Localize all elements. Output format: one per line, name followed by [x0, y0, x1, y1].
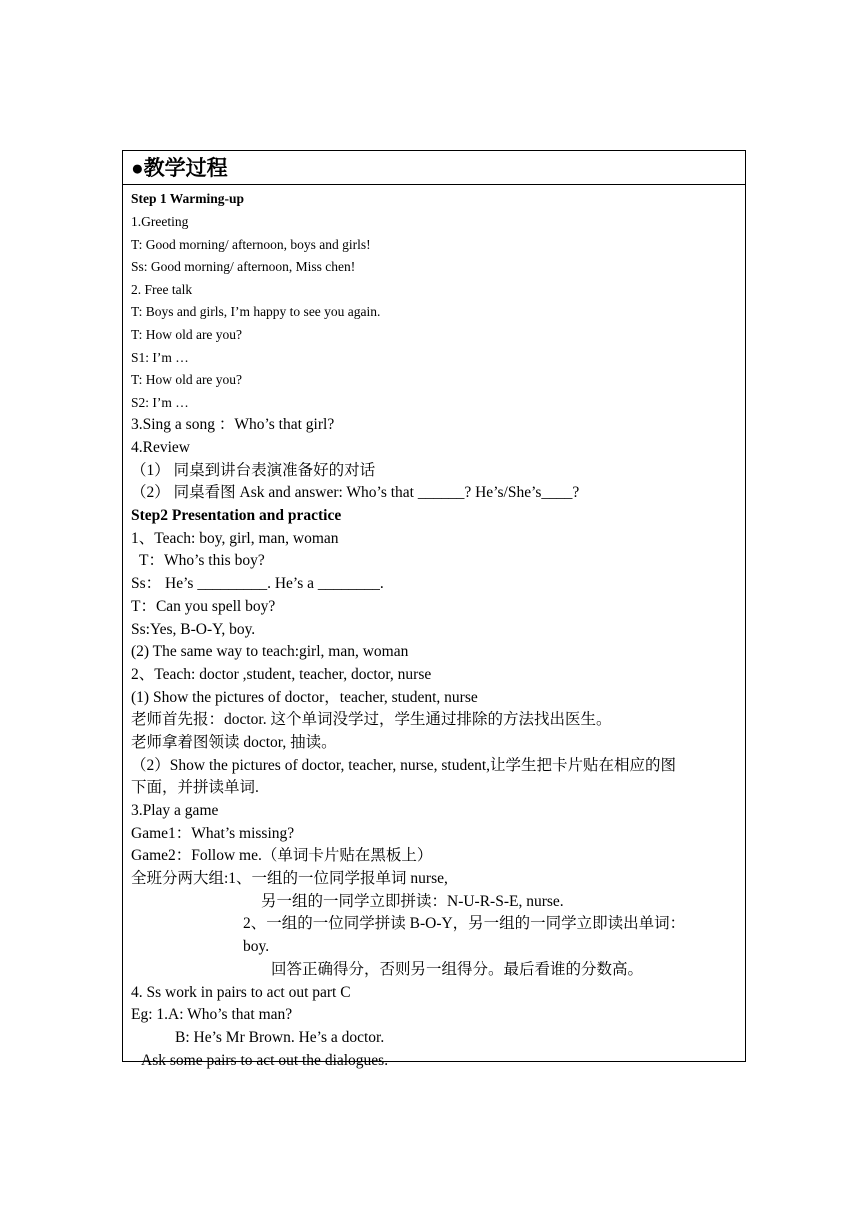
- lesson-content: [123, 185, 745, 1072]
- text-line: 1、Teach: boy, girl, man, woman: [131, 529, 339, 547]
- text-line: （2）Show the pictures of doctor, teacher, nurse, student,让学生把卡片贴在相应的图: [131, 756, 677, 774]
- text-line: 另一组的一同学立即拼读：N-U-R-S-E, nurse.: [261, 892, 564, 910]
- text-line: T: How old are you?: [131, 372, 243, 388]
- text-line: T: Boys and girls, I’m happy to see you again.: [131, 304, 381, 320]
- text-line: Ss:Yes, B-O-Y, boy.: [131, 620, 256, 638]
- text-line: Ss: Good morning/ afternoon, Miss chen!: [131, 259, 356, 275]
- text-line: 3.Sing a song ：Who’s that girl?: [131, 416, 335, 434]
- text-line: 老师拿着图领读 doctor, 抽读。: [131, 733, 337, 751]
- step1-heading: Step 1 Warming-up: [131, 191, 245, 206]
- text-line: (1) Show the pictures of doctor，teacher, student, nurse: [131, 688, 478, 706]
- text-line: Eg: 1.A: Who’s that man?: [131, 1006, 293, 1024]
- text-line: B: He’s Mr Brown. He’s a doctor.: [175, 1028, 385, 1046]
- text-line: S2: I’m …: [131, 394, 189, 410]
- text-line: 1.Greeting: [131, 214, 189, 229]
- text-line: boy.: [243, 938, 270, 956]
- text-line: T：Can you spell boy?: [131, 597, 276, 615]
- text-line: 3.Play a game: [131, 802, 219, 820]
- text-line: T：Who’s this boy?: [139, 552, 265, 570]
- text-line: Game2：Follow me.（单词卡片贴在黑板上）: [131, 847, 433, 865]
- text-line: （1） 同桌到讲台表演准备好的对话: [131, 461, 376, 479]
- text-line: Ask some pairs to act out the dialogues.: [141, 1051, 389, 1069]
- text-line: 全班分两大组:1、一组的一位同学报单词 nurse,: [131, 870, 448, 888]
- text-line: （2） 同桌看图 Ask and answer: Who’s that ______? He’s/She’s____?: [131, 484, 580, 502]
- text-line: 4.Review: [131, 439, 190, 457]
- text-line: T: Good morning/ afternoon, boys and girls!: [131, 236, 371, 252]
- section-title: ●教学过程: [123, 151, 745, 185]
- text-line: 2、Teach: doctor ,student, teacher, doctor, nurse: [131, 665, 432, 683]
- text-line: Game1：What’s missing?: [131, 824, 295, 842]
- text-line: 老师首先报：doctor. 这个单词没学过，学生通过排除的方法找出医生。: [131, 711, 612, 729]
- text-line: (2) The same way to teach:girl, man, woman: [131, 643, 409, 661]
- text-line: 2. Free talk: [131, 281, 193, 297]
- text-line: 2、一组的一位同学拼读 B-O-Y，另一组的一同学立即读出单词：: [243, 915, 686, 933]
- lesson-table: [122, 150, 746, 1069]
- text-line: 下面，并拼读单词.: [131, 779, 259, 797]
- step2-heading: Step2 Presentation and practice: [131, 507, 342, 525]
- text-line: Ss： He’s _________. He’s a ________.: [131, 575, 384, 593]
- text-line: 4. Ss work in pairs to act out part C: [131, 983, 351, 1001]
- text-line: T: How old are you?: [131, 326, 243, 342]
- text-line: S1: I’m …: [131, 349, 189, 365]
- text-line: 回答正确得分，否则另一组得分。最后看谁的分数高。: [271, 960, 644, 978]
